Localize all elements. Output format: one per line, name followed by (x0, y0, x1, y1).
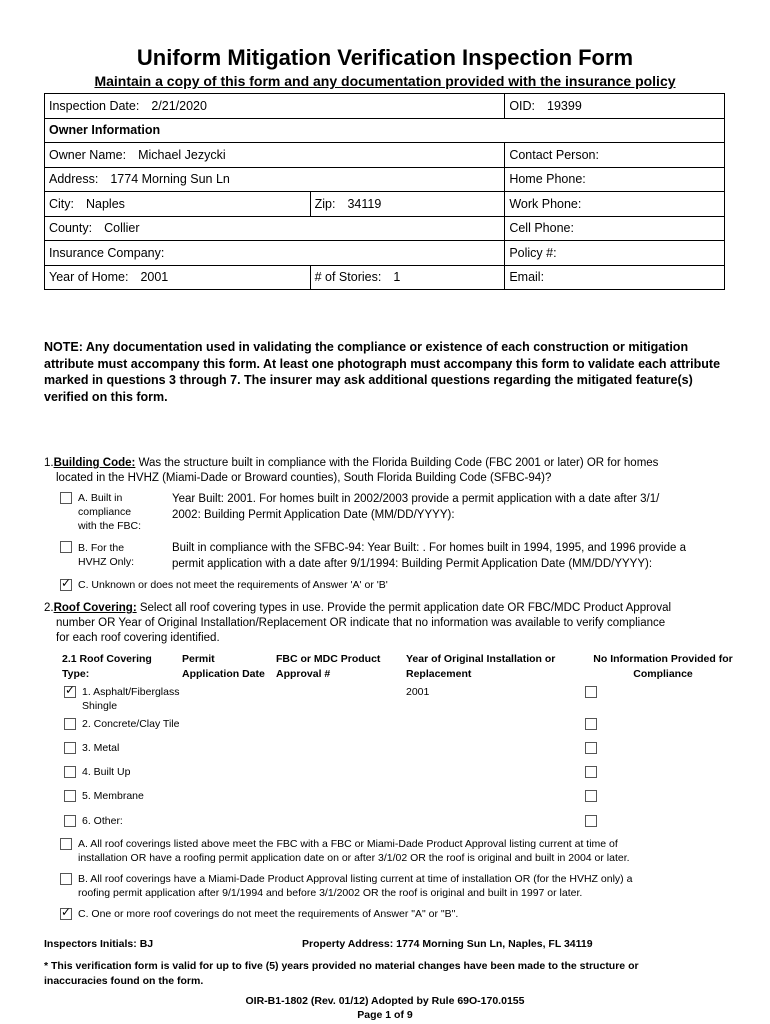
city-label: City: (49, 196, 74, 211)
q1-a-label (78, 491, 141, 533)
roof-col-noinfo-header-1: No Information Provided for (593, 653, 733, 665)
city-value: Naples (86, 196, 125, 211)
oid-cell (505, 94, 725, 119)
roof-type-checkbox[interactable] (64, 742, 76, 754)
address-label: Address: (49, 172, 99, 187)
year-of-home-value: 2001 (140, 270, 169, 285)
q2-line-3: for each roof covering identified. (56, 632, 220, 644)
q1-a-text (172, 492, 659, 523)
q1-c-text: C. Unknown or does not meet the requirements of Answer 'A' or 'B' (78, 579, 388, 591)
property-address: Property Address: 1774 Morning Sun Ln, Naples, FL 34119 (302, 938, 593, 950)
q1-b-label (78, 541, 134, 569)
roof-col-permit-header-2: Application Date (182, 668, 265, 680)
roof-type-label: 2. Concrete/Clay Tile (82, 718, 180, 730)
q2-title: Roof Covering: (53, 602, 137, 614)
roof-type-label: 6. Other: (82, 815, 123, 827)
stories-value: 1 (393, 270, 401, 285)
validity-note (44, 959, 744, 989)
roof-noinfo-checkbox[interactable] (585, 742, 597, 754)
q1-b-text-line-2: permit application with a date after 9/1/1994: Building Permit Application Date (MM/DD/YYYY): (172, 557, 653, 570)
roof-col-approval-header (276, 652, 380, 682)
cell-phone-cell: Cell Phone: (505, 216, 725, 241)
q1-a-label-line-3: with the FBC: (78, 520, 142, 532)
q1-b-text-line-1: Built in compliance with the SFBC-94: Year Built: . For homes built in 1994, 1995, and 1996 provide a (172, 542, 686, 554)
form-id: OIR-B1-1802 (Rev. 01/12) Adopted by Rule 69O-170.0155 (245, 995, 525, 1007)
q2-b-text-line-2: roofing permit application after 9/1/1994 and before 3/1/2002 OR the roof is original and built in 1997 or later. (78, 887, 583, 899)
roof-col-permit-header (182, 652, 265, 682)
q2-b-checkbox[interactable] (60, 873, 72, 885)
roof-col-type-header (62, 652, 152, 682)
address-value: 1774 Morning Sun Ln (110, 172, 230, 187)
q2-number: 2. (44, 602, 54, 614)
q2-c-text: C. One or more roof coverings do not meet the requirements of Answer "A" or "B". (78, 908, 459, 920)
zip-value: 34119 (347, 196, 382, 211)
q1-b-label-line-2: HVHZ Only: (78, 556, 135, 568)
q2-line-2: number OR Year of Original Installation/Replacement OR indicate that no information was available to verify compliance (56, 617, 666, 629)
q1-a-text-line-2: 2002: Building Permit Application Date (MM/DD/YYYY): (172, 508, 455, 521)
contact-person-cell: Contact Person: (505, 143, 725, 168)
county-value: Collier (104, 221, 140, 236)
q1-line-2: located in the HVHZ (Miami-Dade or Broward counties), South Florida Building Code (SFBC-94)? (56, 472, 552, 484)
validity-note-line-2: inaccuracies found on the form. (44, 975, 204, 987)
year-of-home-label: Year of Home: (49, 270, 129, 285)
insurance-company-cell: Insurance Company: (45, 241, 505, 266)
owner-information-heading: Owner Information (45, 118, 725, 143)
q1-a-label-line-2: compliance (78, 506, 132, 518)
roof-noinfo-checkbox[interactable] (585, 686, 597, 698)
q2-a-checkbox[interactable] (60, 838, 72, 850)
q1-b-checkbox[interactable] (60, 541, 72, 553)
roof-type-label-line-2: Shingle (82, 700, 118, 712)
policy-cell: Policy #: (505, 241, 725, 266)
q1-b-label-line-1: B. For the (78, 542, 125, 554)
q2-a-text (78, 837, 630, 865)
q1-b-text (172, 541, 686, 572)
owner-information-table (44, 93, 725, 290)
roof-type-checkbox[interactable] (64, 718, 76, 730)
q1-text-1: Was the structure built in compliance with the Florida Building Code (FBC 2001 or later) OR for homes (138, 457, 659, 469)
page-number: Page 1 of 9 (357, 1009, 413, 1021)
roof-col-year-header (406, 652, 555, 682)
stories-label: # of Stories: (314, 270, 382, 285)
q2-a-text-line-1: A. All roof coverings listed above meet the FBC with a FBC or Miami-Dade Product Approval listing current at time of (78, 838, 618, 850)
form-subtitle: Maintain a copy of this form and any documentation provided with the insurance policy (94, 73, 676, 89)
roof-col-year-header-1: Year of Original Installation or (406, 653, 556, 665)
q2-c-checkbox[interactable] (60, 905, 72, 920)
note-paragraph: NOTE: Any documentation used in validating the compliance or existence of each construction or mitigation attribute must accompany this form. At least one photograph must accompany this form to validate each attribute marked in questions 3 through 7. The insurer may ask additional questions regarding the mitigated feature(s) verified on this form. (44, 340, 721, 404)
checkmark-icon: ✓ (61, 576, 72, 590)
q2-b-text (78, 872, 632, 900)
validity-note-line-1: * This verification form is valid for up to five (5) years provided no material changes have been made to the structure or (44, 960, 639, 972)
zip-label: Zip: (314, 196, 336, 211)
roof-year-value: 2001 (406, 686, 430, 698)
roof-type-label: 5. Membrane (82, 790, 144, 802)
form-title: Uniform Mitigation Verification Inspection Form (136, 45, 634, 70)
checkmark-icon: ✓ (65, 683, 76, 697)
inspection-date-cell (45, 94, 505, 119)
roof-noinfo-checkbox[interactable] (585, 790, 597, 802)
inspector-initials: Inspectors Initials: BJ (44, 938, 154, 950)
roof-col-approval-header-2: Approval # (276, 668, 331, 680)
owner-name-value: Michael Jezycki (138, 147, 226, 162)
roof-type-label-line-1: 1. Asphalt/Fiberglass (82, 686, 180, 698)
q2-text-1: Select all roof covering types in use. Provide the permit application date OR FBC/MDC Product Approval (139, 602, 672, 614)
roof-noinfo-checkbox[interactable] (585, 815, 597, 827)
roof-col-approval-header-1: FBC or MDC Product (276, 653, 381, 665)
address-cell (45, 167, 505, 192)
home-phone-cell: Home Phone: (505, 167, 725, 192)
year-of-home-cell (45, 265, 311, 290)
checkmark-icon: ✓ (61, 905, 72, 919)
q1-number: 1. (44, 457, 54, 469)
zip-cell (310, 192, 505, 217)
stories-cell (310, 265, 505, 290)
oid-label: OID: (509, 98, 536, 113)
q1-line-1 (44, 456, 744, 472)
q2-line-1 (44, 601, 744, 617)
inspection-date-value: 2/21/2020 (151, 98, 207, 113)
oid-value: 19399 (547, 98, 582, 113)
county-label: County: (49, 221, 93, 236)
q1-title: Building Code: (53, 457, 136, 469)
roof-noinfo-checkbox[interactable] (585, 766, 597, 778)
roof-type-label: 4. Built Up (82, 766, 131, 778)
owner-name-label: Owner Name: (49, 147, 127, 162)
inspection-date-label: Inspection Date: (49, 98, 140, 113)
roof-col-noinfo-header-2: Compliance (633, 668, 693, 680)
roof-col-noinfo-header (588, 652, 738, 682)
q1-c-checkbox[interactable] (60, 576, 72, 591)
roof-type-label: 3. Metal (82, 742, 120, 754)
work-phone-cell: Work Phone: (505, 192, 725, 217)
roof-type-checkbox[interactable] (64, 766, 76, 778)
email-cell: Email: (505, 265, 725, 290)
roof-col-type-header-2: Type: (62, 668, 90, 680)
q1-a-checkbox[interactable] (60, 492, 72, 504)
q2-a-text-line-2: installation OR have a roofing permit application date on or after 3/1/02 OR the roof is original and built in 2004 or later. (78, 852, 630, 864)
roof-col-type-header-1: 2.1 Roof Covering (62, 653, 152, 665)
county-cell (45, 216, 505, 241)
roof-type-checkbox[interactable] (64, 815, 76, 827)
roof-col-permit-header-1: Permit (182, 653, 215, 665)
roof-type-checkbox[interactable] (64, 790, 76, 802)
roof-noinfo-checkbox[interactable] (585, 718, 597, 730)
owner-name-cell (45, 143, 505, 168)
roof-type-checkbox[interactable] (64, 683, 76, 698)
q1-a-label-line-1: A. Built in (78, 492, 123, 504)
roof-col-year-header-2: Replacement (406, 668, 472, 680)
city-cell (45, 192, 311, 217)
q2-b-text-line-1: B. All roof coverings have a Miami-Dade Product Approval listing current at time of installation OR (for the HVHZ only) a (78, 873, 633, 885)
q1-a-text-line-1: Year Built: 2001. For homes built in 2002/2003 provide a permit application with a date after 3/1/ (172, 493, 660, 505)
roof-type-label (82, 685, 179, 713)
